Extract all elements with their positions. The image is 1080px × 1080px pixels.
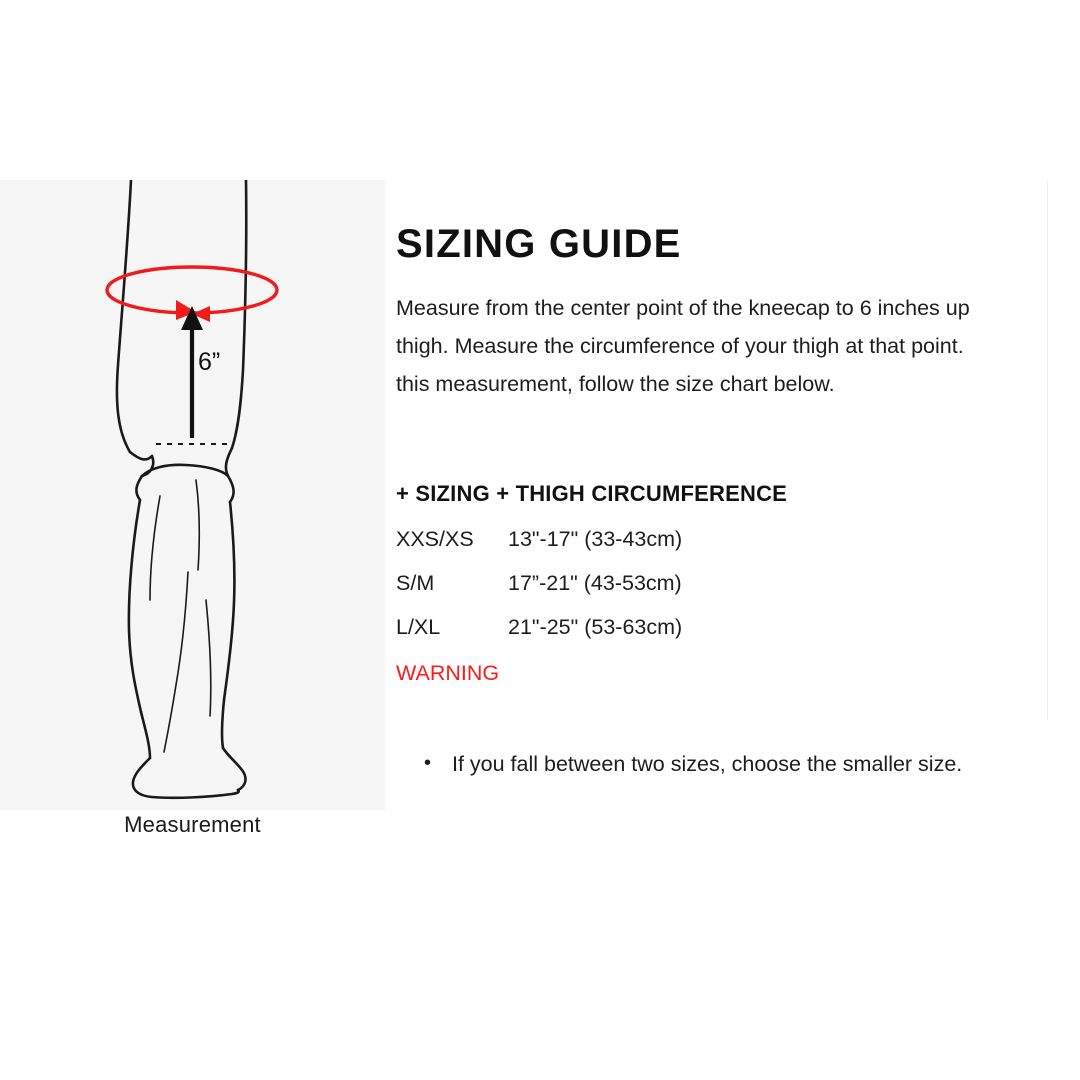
measurement-caption: Measurement <box>124 812 261 837</box>
table-row <box>396 561 1080 605</box>
size-circumference: 21"-25" (53-63cm) <box>508 615 683 639</box>
size-circumference: 13"-17" (33-43cm) <box>508 527 683 551</box>
table-row <box>396 517 1080 561</box>
warning-label: WARNING <box>396 661 500 685</box>
size-chart <box>396 517 1080 649</box>
size-circumference: 17”-21" (43-53cm) <box>508 571 682 595</box>
table-row <box>396 605 1080 649</box>
sizing-guide-content <box>396 222 1080 781</box>
list-item: • If you fall between two sizes, choose the smaller size. <box>424 747 1080 781</box>
size-label: L/XL <box>396 615 441 639</box>
intro-paragraph <box>396 289 1080 403</box>
notes-list <box>396 747 1080 781</box>
size-label: XXS/XS <box>396 527 474 551</box>
sizing-table-heading: + SIZING + THIGH CIRCUMFERENCE <box>396 481 788 506</box>
illustration-panel <box>0 180 385 810</box>
leg-diagram-icon <box>0 180 385 810</box>
intro-line-2: thigh. Measure the circumference of your thigh at that point. <box>396 334 964 358</box>
distance-label: 6” <box>198 348 221 376</box>
page-title: SIZING GUIDE <box>396 222 682 266</box>
intro-line-1: Measure from the center point of the kneecap to 6 inches up <box>396 296 970 320</box>
intro-line-3: this measurement, follow the size chart below. <box>396 372 835 396</box>
size-label: S/M <box>396 571 435 595</box>
